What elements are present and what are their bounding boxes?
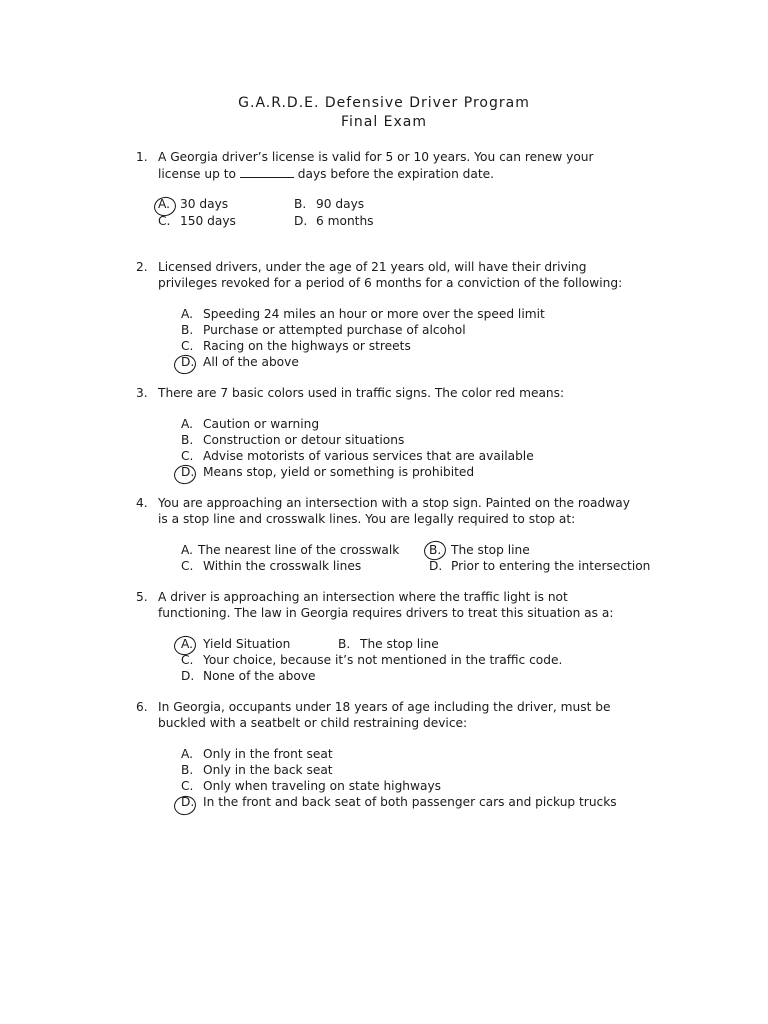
question-text: A driver is approaching an intersection where the traffic light is not <box>158 590 568 604</box>
question-text-before-blank: license up to <box>158 167 236 181</box>
option-a <box>181 543 399 557</box>
option-a <box>181 747 333 761</box>
option-text: None of the above <box>203 669 316 683</box>
option-letter: C. <box>181 559 194 573</box>
option-c <box>181 449 534 463</box>
option-b <box>181 763 333 777</box>
question-text: A Georgia driver’s license is valid for 5 or 10 years. You can renew your <box>158 150 594 164</box>
option-letter: B. <box>294 197 307 211</box>
option-b <box>338 637 439 651</box>
option-letter: A. <box>181 747 193 761</box>
option-letter: A. <box>181 417 193 431</box>
option-b <box>294 197 364 211</box>
option-letter: D. <box>181 795 195 809</box>
option-letter: A. <box>158 197 170 211</box>
option-b <box>181 433 404 447</box>
question-text-line2: privileges revoked for a period of 6 months for a conviction of the following: <box>158 276 623 290</box>
option-text: Prior to entering the intersection <box>451 559 651 573</box>
option-text: Construction or detour situations <box>203 433 405 447</box>
option-d <box>294 214 374 228</box>
option-text: Racing on the highways or streets <box>203 339 411 353</box>
question-text: You are approaching an intersection with a stop sign. Painted on the roadway <box>158 496 630 510</box>
question-number: 5. <box>136 590 148 604</box>
question-number: 6. <box>136 700 148 714</box>
option-text: Only when traveling on state highways <box>203 779 442 793</box>
option-a <box>181 307 545 321</box>
option-letter: C. <box>181 779 194 793</box>
option-letter: C. <box>158 214 171 228</box>
option-c <box>181 779 441 793</box>
option-letter: D. <box>294 214 308 228</box>
option-text: The stop line <box>360 637 439 651</box>
option-d <box>429 559 650 573</box>
option-text: Within the crosswalk lines <box>203 559 362 573</box>
page-subtitle: Final Exam <box>340 114 428 130</box>
option-letter: A. <box>181 307 193 321</box>
question-text: In Georgia, occupants under 18 years of age including the driver, must be <box>158 700 611 714</box>
question-number: 1. <box>136 150 148 164</box>
question-text-after-blank: days before the expiration date. <box>297 167 495 181</box>
option-a <box>181 417 319 431</box>
option-letter: B. <box>181 433 194 447</box>
option-letter: B. <box>429 543 442 557</box>
option-letter: B. <box>181 323 194 337</box>
option-letter: A. <box>181 543 193 557</box>
option-text: The nearest line of the crosswalk <box>198 543 400 557</box>
option-d <box>181 669 316 683</box>
option-text: 6 months <box>316 214 374 228</box>
question-text-line2: is a stop line and crosswalk lines. You are legally required to stop at: <box>158 512 576 526</box>
option-text: Purchase or attempted purchase of alcohol <box>203 323 466 337</box>
question-text: Licensed drivers, under the age of 21 years old, will have their driving <box>158 260 587 274</box>
option-text: Speeding 24 miles an hour or more over the speed limit <box>203 307 545 321</box>
answer-blank <box>240 166 294 178</box>
option-text: Only in the back seat <box>203 763 333 777</box>
option-letter: D. <box>429 559 443 573</box>
option-d <box>181 795 617 809</box>
option-text: In the front and back seat of both passenger cars and pickup trucks <box>203 795 617 809</box>
option-c <box>181 559 361 573</box>
option-text: Caution or warning <box>203 417 320 431</box>
option-letter: D. <box>181 355 195 369</box>
option-text: Yield Situation <box>203 637 291 651</box>
option-letter: B. <box>338 637 351 651</box>
option-text: 30 days <box>180 197 229 211</box>
option-letter: C. <box>181 449 194 463</box>
option-d <box>181 355 299 369</box>
question-number: 2. <box>136 260 148 274</box>
option-text: Advise motorists of various services that are available <box>203 449 534 463</box>
option-c <box>181 339 411 353</box>
option-c <box>158 214 236 228</box>
option-letter: D. <box>181 465 195 479</box>
option-letter: C. <box>181 339 194 353</box>
option-text: All of the above <box>203 355 299 369</box>
question-number: 4. <box>136 496 148 510</box>
option-letter: A. <box>181 637 193 651</box>
option-a <box>181 637 290 651</box>
option-d <box>181 465 474 479</box>
option-c <box>181 653 562 667</box>
option-text: 90 days <box>316 197 365 211</box>
question-text-line2: functioning. The law in Georgia requires drivers to treat this situation as a: <box>158 606 614 620</box>
option-letter: C. <box>181 653 194 667</box>
option-letter: D. <box>181 669 195 683</box>
question-text-line2 <box>158 166 494 181</box>
question-number: 3. <box>136 386 148 400</box>
option-text: 150 days <box>180 214 236 228</box>
question-text-line2: buckled with a seatbelt or child restraining device: <box>158 716 468 730</box>
question-text: There are 7 basic colors used in traffic signs. The color red means: <box>158 386 565 400</box>
option-letter: B. <box>181 763 194 777</box>
page-title: G.A.R.D.E. Defensive Driver Program <box>238 95 530 111</box>
option-text: Means stop, yield or something is prohibited <box>203 465 475 479</box>
option-text: The stop line <box>451 543 530 557</box>
option-text: Your choice, because it’s not mentioned in the traffic code. <box>203 653 563 667</box>
option-b <box>181 323 466 337</box>
option-text: Only in the front seat <box>203 747 333 761</box>
